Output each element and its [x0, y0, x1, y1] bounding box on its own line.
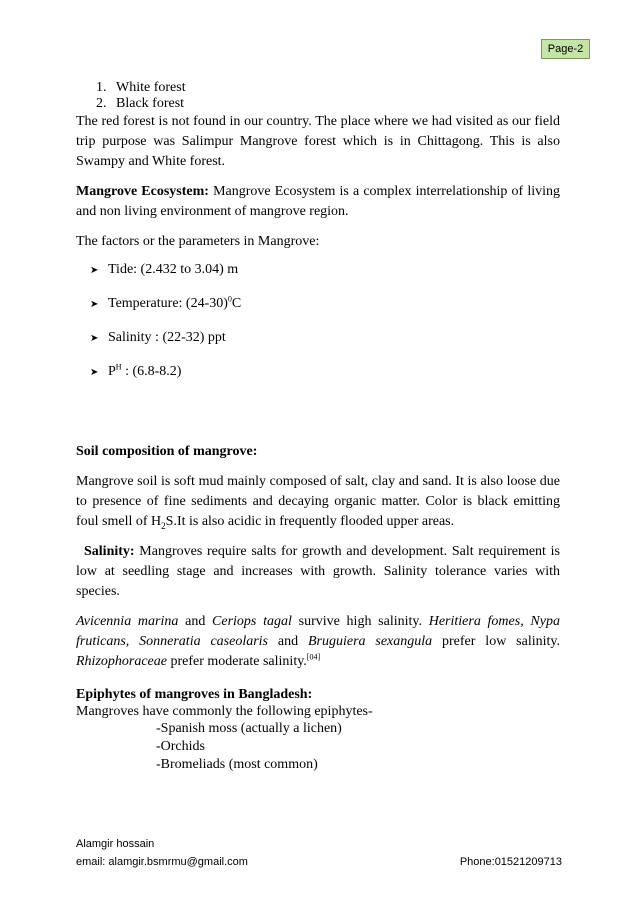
arrow-bullet-icon: ➤: [90, 367, 99, 378]
epiphytes-list: [76, 720, 560, 774]
soil-heading: Soil composition of mangrove:: [76, 444, 258, 459]
list-item: -Bromeliads (most common): [156, 757, 318, 772]
page-footer: [76, 835, 562, 871]
factor-item: ➤ Temperature: $(24-30)^0C$: [76, 294, 560, 328]
ecosystem-paragraph: Mangrove Ecosystem: Mangrove Ecosystem is a complex interrelationship of living and non living environment of mangrove region.: [76, 184, 560, 219]
factors-list: [76, 260, 560, 396]
arrow-bullet-icon: ➤: [90, 333, 99, 344]
factor-item: ➤ Salinity : (22-32) ppt: [76, 328, 560, 362]
author-phone: Phone:01521209713: [459, 856, 562, 868]
intro-paragraph: The red forest is not found in our country. The place where we had visited as our field trip purpose was Salimpur Mangrove forest which is in Chittagong. This is also Swampy and White forest.: [76, 114, 560, 169]
list-item: 2. Black forest: [96, 96, 185, 111]
document-body: [76, 80, 560, 774]
list-item: -Spanish moss (actually a lichen): [156, 721, 342, 736]
factor-item: ➤ Tide: (2.432 to 3.04) m: [76, 260, 560, 294]
factors-intro: The factors or the parameters in Mangrove:: [76, 234, 320, 249]
epiphytes-intro: Mangroves have commonly the following epiphytes-: [76, 704, 373, 719]
page-number-badge: Page-2: [541, 39, 590, 59]
arrow-bullet-icon: ➤: [90, 265, 99, 276]
salinity-heading: Salinity:: [84, 544, 135, 559]
author-name: Alamgir hossain: [76, 838, 155, 850]
forest-list: [76, 80, 560, 112]
soil-paragraph: Mangrove soil is soft mud mainly composed of salt, clay and sand. It is also loose due to presence of fine sediments and decaying organic matter. Color is black emitting foul smell of $H_2S.It$ is also acidic in frequently flooded upper areas.: [76, 474, 560, 531]
factor-item: ➤ $P^H$ : (6.8-8.2): [76, 362, 560, 396]
list-item: -Orchids: [156, 739, 205, 754]
species-paragraph: Avicennia marina and Ceriops tagal survive high salinity. Heritiera fomes, Nypa fruticans, Sonneratia caseolaris and Bruguiera sexangula prefer low salinity. Rhizophoraceae prefer moderate salinity.[04]: [76, 614, 560, 669]
ecosystem-heading: Mangrove Ecosystem:: [76, 184, 209, 199]
epiphytes-heading: Epiphytes of mangroves in Bangladesh:: [76, 687, 313, 702]
salinity-paragraph: Salinity: Mangroves require salts for growth and development. Salt requirement is low at seedling stage and increases with growth. Salinity tolerance varies with species.: [76, 544, 560, 599]
arrow-bullet-icon: ➤: [90, 299, 99, 310]
list-item: 1. White forest: [96, 80, 186, 95]
reference-marker: [04]: [306, 652, 321, 662]
author-email: email: alamgir.bsmrmu@gmail.com: [76, 856, 248, 868]
